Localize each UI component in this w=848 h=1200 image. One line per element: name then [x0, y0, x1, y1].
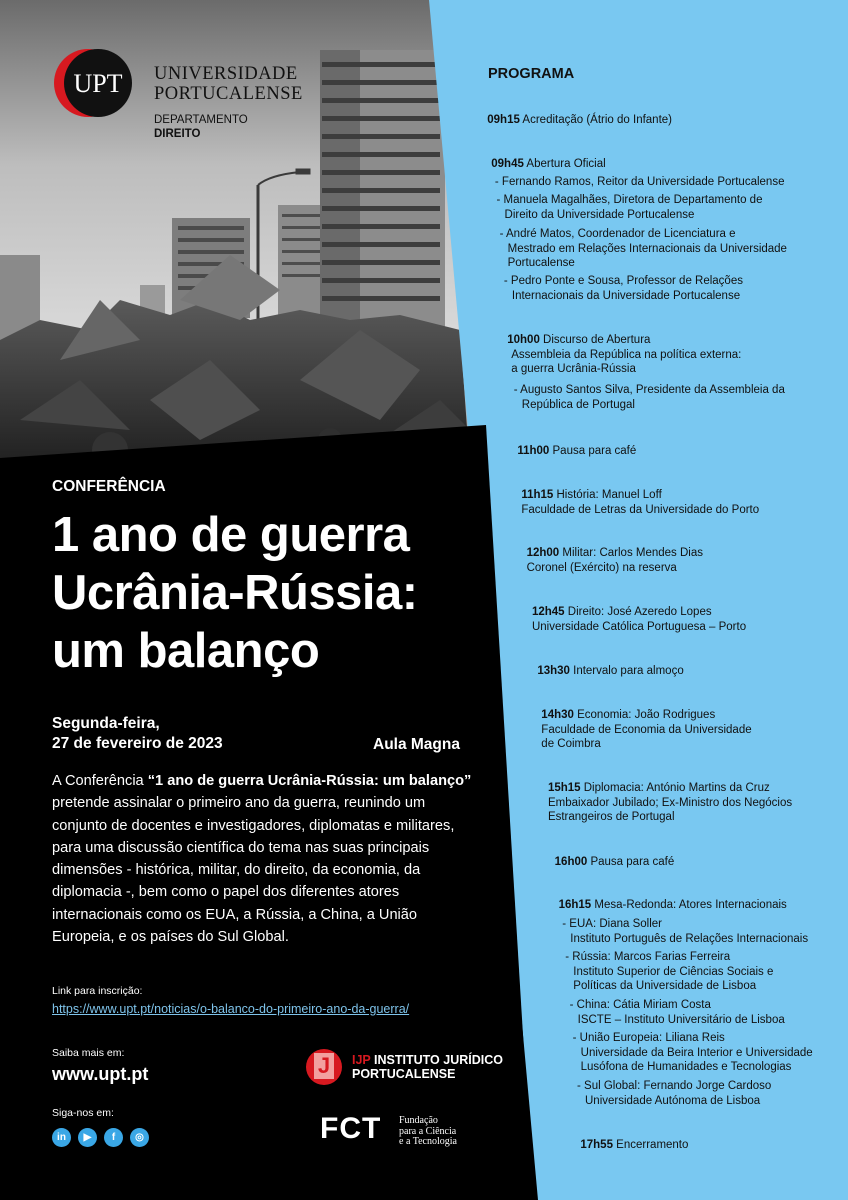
- program-detail: a guerra Ucrânia-Rússia: [511, 363, 636, 375]
- speaker-role: Políticas da Universidade de Lisboa: [573, 980, 757, 992]
- program-detail: Embaixador Jubilado; Ex-Ministro dos Negócios: [547, 796, 793, 809]
- speaker-name: - Manuela Magalhães,: [496, 194, 611, 206]
- event-date: [52, 714, 223, 754]
- program-time: 10h00: [507, 334, 540, 346]
- program-item: [532, 605, 746, 634]
- description-line: dimensões - histórica, militar, do direito, da economia, da: [52, 862, 421, 879]
- program-title: Economia: João Rodrigues: [577, 709, 716, 721]
- program-item: [517, 444, 636, 459]
- program-detail: Universidade Católica Portuguesa – Porto: [531, 620, 747, 633]
- program-title: Direito: José Azeredo Lopes: [567, 606, 712, 618]
- program-detail: Faculdade de Letras da Universidade do Porto: [521, 503, 760, 516]
- speaker-name: - EUA: Diana Soller: [562, 918, 662, 930]
- ijp-name: IJP INSTITUTO JURÍDICO PORTUCALENSE: [352, 1053, 503, 1081]
- program-time: 11h00: [517, 445, 550, 457]
- program-title: Abertura Oficial: [526, 158, 606, 170]
- program-detail: Coronel (Exército) na reserva: [526, 561, 677, 574]
- program-title: História: Manuel Loff: [556, 489, 662, 501]
- description-title: “1 ano de guerra Ucrânia-Rússia: um balanço”: [147, 773, 472, 789]
- program-speaker: [573, 1031, 813, 1075]
- program-time: 12h45: [531, 606, 565, 618]
- registration-link[interactable]: https://www.upt.pt/noticias/o-balanco-do-primeiro-ano-da-guerra/: [52, 1002, 410, 1016]
- program-time: 16h15: [558, 899, 592, 911]
- program-item: [559, 898, 787, 913]
- program-title: Acreditação (Átrio do Infante): [522, 114, 673, 126]
- program-item: [548, 781, 792, 825]
- program-item: [491, 157, 605, 172]
- program-time: 14h30: [541, 709, 574, 721]
- program-item: [521, 488, 759, 517]
- speaker-role: Instituto Superior de Ciências Sociais e: [573, 965, 774, 978]
- description-line: para uma discussão científica do tema nas suas principais: [52, 839, 430, 856]
- program-speaker: [562, 917, 808, 946]
- program-speaker: [500, 227, 787, 271]
- upt-logo-mark: [50, 48, 140, 118]
- program-title: Diplomacia: António Martins da Cruz: [583, 782, 770, 794]
- program-time: 15h15: [547, 782, 581, 794]
- event-venue: Aula Magna: [373, 736, 460, 753]
- program-speaker: [495, 175, 785, 190]
- speaker-name: - União Europeia: Liliana Reis: [572, 1032, 725, 1044]
- speaker-role: República de Portugal: [521, 398, 635, 411]
- speaker-role: Mestrado em Relações Internacionais da Universidade: [507, 242, 787, 255]
- program-item: [537, 664, 683, 679]
- speaker-name: - Rússia: Marcos Farias Ferreira: [565, 951, 731, 963]
- department-name: DIREITO: [154, 128, 201, 140]
- program-speaker: [577, 1079, 771, 1108]
- speaker-name: - André Matos,: [499, 228, 575, 240]
- speaker-role: Universidade da Beira Interior e Universidade: [580, 1046, 813, 1059]
- program-speaker: [497, 193, 763, 222]
- speaker-name: - Augusto Santos Silva,: [513, 384, 633, 396]
- program-heading: PROGRAMA: [488, 66, 575, 82]
- program-speaker: [570, 998, 785, 1027]
- speaker-name: - Sul Global: Fernando Jorge Cardoso: [577, 1080, 772, 1092]
- program-title: Militar: Carlos Mendes Dias: [562, 547, 704, 559]
- program-speaker: [565, 950, 773, 994]
- title-line1: 1 ano de guerra: [52, 508, 410, 562]
- speaker-role: Presidente da Assembleia da: [635, 384, 785, 396]
- more-info-label: Saiba mais em:: [52, 1047, 125, 1059]
- program-time: 12h00: [526, 547, 560, 559]
- program-item: [580, 1138, 688, 1153]
- speaker-role: Lusófona de Humanidades e Tecnologias: [580, 1061, 792, 1073]
- program-time: 11h15: [521, 489, 554, 501]
- description-line: pretende assinalar o primeiro ano da guerra, reunindo um: [52, 795, 426, 812]
- program-time: 09h15: [487, 114, 520, 126]
- speaker-role: Diretora de Departamento de: [613, 194, 763, 206]
- program-detail: Faculdade de Economia da Universidade: [541, 723, 752, 736]
- program-time: 13h30: [537, 665, 570, 677]
- speaker-role: Professor de Relações: [626, 275, 743, 287]
- program-time: 17h55: [580, 1139, 613, 1151]
- ijp-logo-icon: J: [306, 1049, 342, 1085]
- fct-logo: FCT: [320, 1112, 382, 1145]
- university-name: [154, 64, 303, 104]
- social-icons: [52, 1128, 149, 1147]
- department: [154, 113, 248, 141]
- program-title: Intervalo para almoço: [573, 665, 684, 677]
- program-item: [541, 708, 751, 752]
- instagram-icon[interactable]: ◎: [130, 1128, 149, 1147]
- program-speaker: [514, 383, 785, 412]
- description-line: internacionais como os EUA, a Rússia, a China, a União: [52, 906, 418, 923]
- event-title: [52, 506, 418, 680]
- speaker-name: - Pedro Ponte e Sousa,: [503, 275, 624, 287]
- program-item: [527, 546, 703, 575]
- department-label: DEPARTAMENTO: [154, 114, 248, 126]
- program-detail: de Coimbra: [541, 738, 601, 750]
- website-link[interactable]: www.upt.pt: [52, 1064, 149, 1084]
- facebook-icon[interactable]: f: [104, 1128, 123, 1147]
- program-speaker: [504, 274, 743, 303]
- description-line: Europeia, e os países do Sul Global.: [52, 929, 289, 946]
- program-item: [507, 333, 741, 377]
- description-lines: [52, 792, 492, 948]
- speaker-role: Reitor da Universidade Portucalense: [597, 176, 785, 188]
- program-time: 16h00: [554, 856, 588, 868]
- program-time: 09h45: [491, 158, 524, 170]
- program-title: Encerramento: [616, 1139, 689, 1151]
- program-item: [555, 855, 675, 870]
- program-item: [487, 113, 672, 128]
- event-type: CONFERÊNCIA: [52, 478, 166, 495]
- speaker-role: Portucalense: [507, 257, 575, 269]
- fct-name: Fundação para a Ciência e a Tecnologia: [399, 1115, 457, 1147]
- speaker-role: Internacionais da Universidade Portucalense: [511, 289, 741, 302]
- program-title: Discurso de Abertura: [543, 334, 651, 346]
- date-line1: Segunda-feira,: [52, 715, 160, 732]
- social-label: Siga-nos em:: [52, 1107, 114, 1119]
- event-description: A Conferência “1 ano de guerra Ucrânia-Rússia: um balanço” pretende assinalar o primeiro ano da guerra, reunindo um conjunto de docentes e investigadores, diplomatas e militares, para uma discussão científica do tema nas suas principais dimensões - histórica, militar, do direito, da economia, da diplomacia -, bem como o papel dos diferentes atores internacionais como os EUA, a Rússia, a China, a União Europeia, e os países do Sul Global.: [52, 770, 492, 948]
- speaker-role: ISCTE – Instituto Universitário de Lisboa: [577, 1013, 785, 1026]
- speaker-role: Instituto Português de Relações Internacionais: [570, 932, 809, 945]
- program-title: Mesa-Redonda: Atores Internacionais: [594, 899, 787, 911]
- youtube-icon[interactable]: ▶: [78, 1128, 97, 1147]
- speaker-role: Universidade Autónoma de Lisboa: [585, 1094, 761, 1107]
- program-detail: Assembleia da República na política externa:: [511, 348, 742, 361]
- linkedin-icon[interactable]: in: [52, 1128, 71, 1147]
- university-line1: UNIVERSIDADE: [154, 64, 298, 84]
- title-line3: um balanço: [52, 624, 320, 678]
- title-line2: Ucrânia-Rússia:: [52, 566, 418, 620]
- date-line2: 27 de fevereiro de 2023: [52, 735, 223, 752]
- program-detail: Estrangeiros de Portugal: [547, 811, 675, 823]
- speaker-name: - Fernando Ramos,: [494, 176, 594, 188]
- description-line: diplomacia -, bem como o papel dos diferentes atores: [52, 884, 400, 901]
- speaker-role: Coordenador de Licenciatura e: [577, 228, 736, 240]
- speaker-name: - China: Cátia Miriam Costa: [569, 999, 711, 1011]
- svg-text:UPT: UPT: [73, 69, 123, 98]
- university-line2: PORTUCALENSE: [154, 84, 303, 104]
- description-line: conjunto de docentes e investigadores, diplomatas e militares,: [52, 817, 455, 834]
- program-title: Pausa para café: [590, 856, 675, 868]
- program-title: Pausa para café: [552, 445, 637, 457]
- speaker-role: Direito da Universidade Portucalense: [504, 208, 695, 221]
- registration-label: Link para inscrição:: [52, 985, 143, 997]
